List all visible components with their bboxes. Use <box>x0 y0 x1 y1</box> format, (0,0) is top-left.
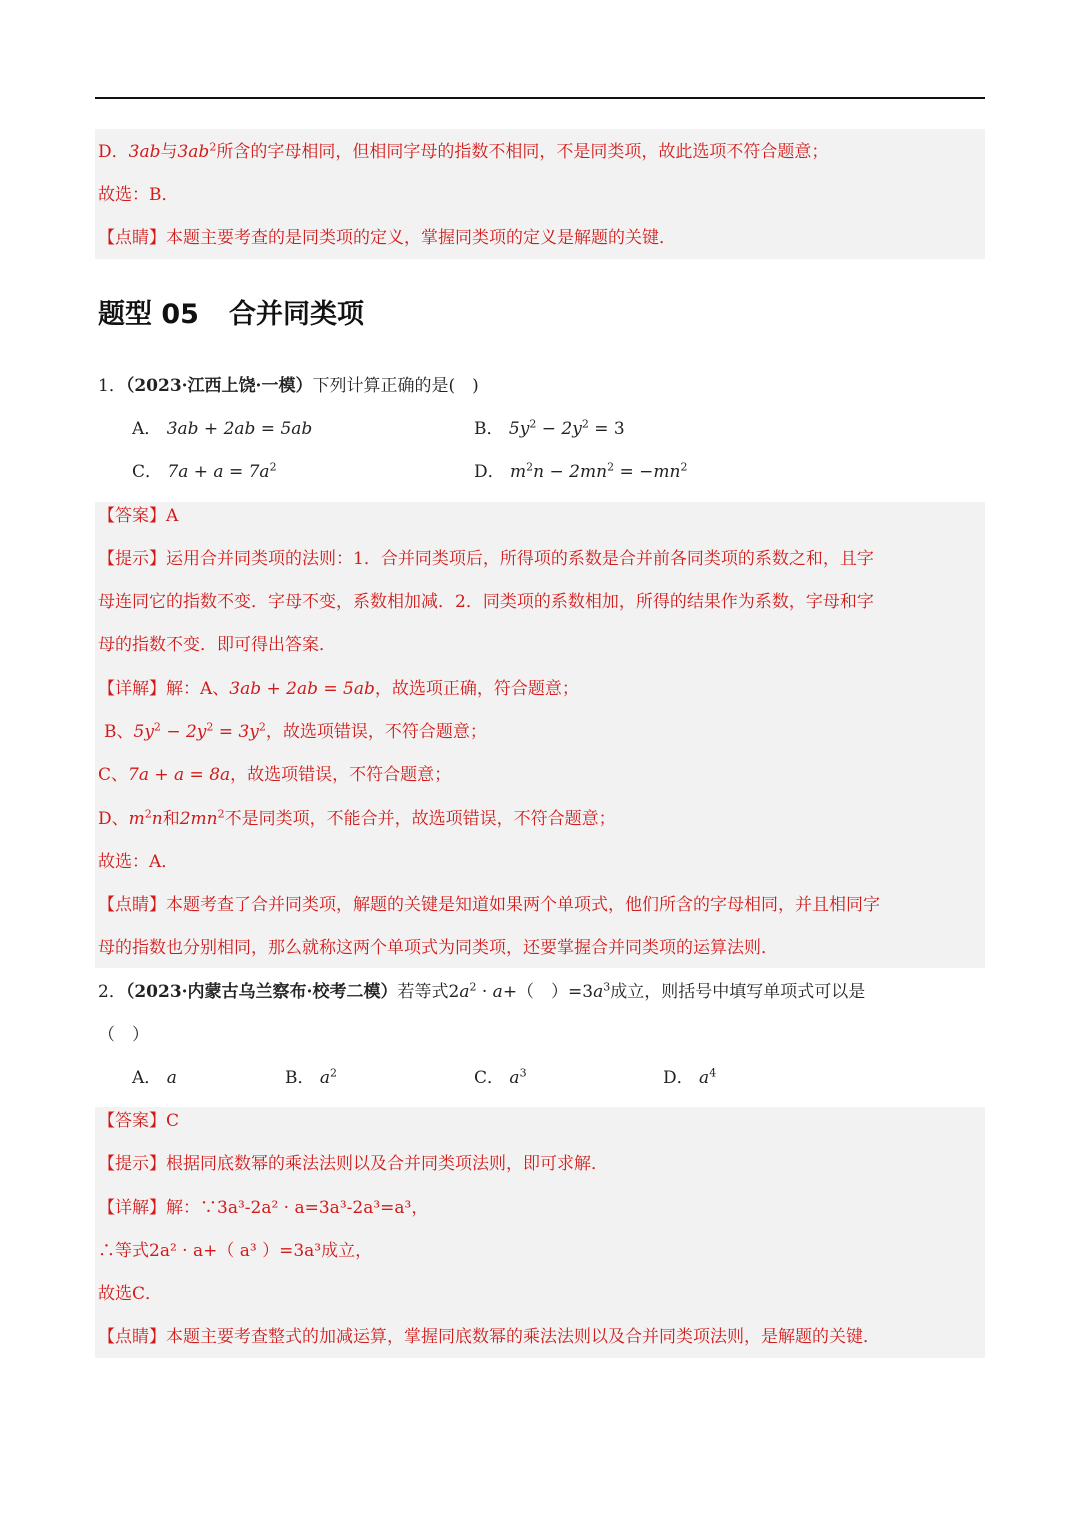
q2-detail-2: ∴等式2a² · a+（ a³ ）=3a³成立， <box>98 1241 373 1261</box>
section-title: 合并同类项 <box>228 299 364 330</box>
q1-comment-line2: 母的指数也分别相同，那么就称这两个单项式为同类项，还要掌握合并同类项的运算法则． <box>98 938 778 958</box>
q2-comment: 【点睛】本题主要考查整式的加减运算，掌握同底数幂的乘法法则以及合并同类项法则，是解题的关键． <box>98 1327 880 1347</box>
q1-detail-c: C、7a + a = 8a，故选项错误，不符合题意； <box>98 765 452 785</box>
q1-option-b: B． $5y^2 - 2y^2 = 3$ <box>474 417 625 439</box>
q2-solution-box <box>95 1107 985 1358</box>
q1-detail-d: D、$m^2n$和$2mn^2$不是同类项，不能合并，故选项错误，不符合题意； <box>98 807 616 829</box>
q1-answer: 【答案】A <box>98 506 179 526</box>
q2-stem: 2．（2023·内蒙古乌兰察布·校考二模）若等式$2a^2 \cdot a+$（ ）$=3a^3$成立，则括号中填写单项式可以是 <box>98 980 866 1002</box>
q2-option-c: C． $a^3$ <box>474 1066 527 1088</box>
q1-option-c: C． $7a + a = 7a^2$ <box>132 460 277 482</box>
q1-detail-a: 【详解】解：A、3ab + 2ab = 5ab，故选项正确，符合题意； <box>98 679 579 699</box>
q1-detail-b: B、$5y^2 - 2y^2 = 3y^2$，故选项错误，不符合题意； <box>104 720 487 742</box>
q2-option-a: A． a <box>132 1068 177 1088</box>
q2-choose: 故选C． <box>98 1284 163 1304</box>
q2-option-d: D． $a^4$ <box>663 1066 717 1088</box>
q2-answer: 【答案】C <box>98 1111 180 1131</box>
q1-choose: 故选：A． <box>98 852 179 872</box>
prev-option-d: D．3ab与$3ab^2$所含的字母相同，但相同字母的指数不相同，不是同类项，故此选项不符合题意； <box>98 140 829 162</box>
prev-comment: 【点睛】本题主要考查的是同类项的定义，掌握同类项的定义是解题的关键． <box>98 228 676 248</box>
section-heading <box>98 292 364 331</box>
q2-hint: 【提示】根据同底数幂的乘法法则以及合并同类项法则，即可求解． <box>98 1154 608 1174</box>
q1-option-d: D． $m^2n - 2mn^2 = -mn^2$ <box>474 460 688 482</box>
q1-hint-line3: 母的指数不变．即可得出答案． <box>98 635 336 655</box>
prev-choose: 故选：B． <box>98 185 179 205</box>
q2-option-b: B． $a^2$ <box>285 1066 338 1088</box>
q1-hint-line1: 【提示】运用合并同类项的法则：1．合并同类项后，所得项的系数是合并前各同类项的系数之和，且字 <box>98 549 874 569</box>
q1-hint-line2: 母连同它的指数不变．字母不变，系数相加减．2．同类项的系数相加，所得的结果作为系数，字母和字 <box>98 592 874 612</box>
header-rule <box>95 97 985 99</box>
q2-detail-1: 【详解】解：∵3a³-2a² · a=3a³-2a³=a³， <box>98 1198 429 1218</box>
q1-comment-line1: 【点睛】本题考查了合并同类项，解题的关键是知道如果两个单项式，他们所含的字母相同，并且相同字 <box>98 895 880 915</box>
q1-option-a: A． 3ab + 2ab = 5ab <box>132 419 313 439</box>
q1-stem: 1．（2023·江西上饶·一模）下列计算正确的是( ) <box>98 376 479 396</box>
q2-paren: （ ） <box>98 1025 149 1045</box>
section-label: 题型 05 <box>98 299 199 330</box>
